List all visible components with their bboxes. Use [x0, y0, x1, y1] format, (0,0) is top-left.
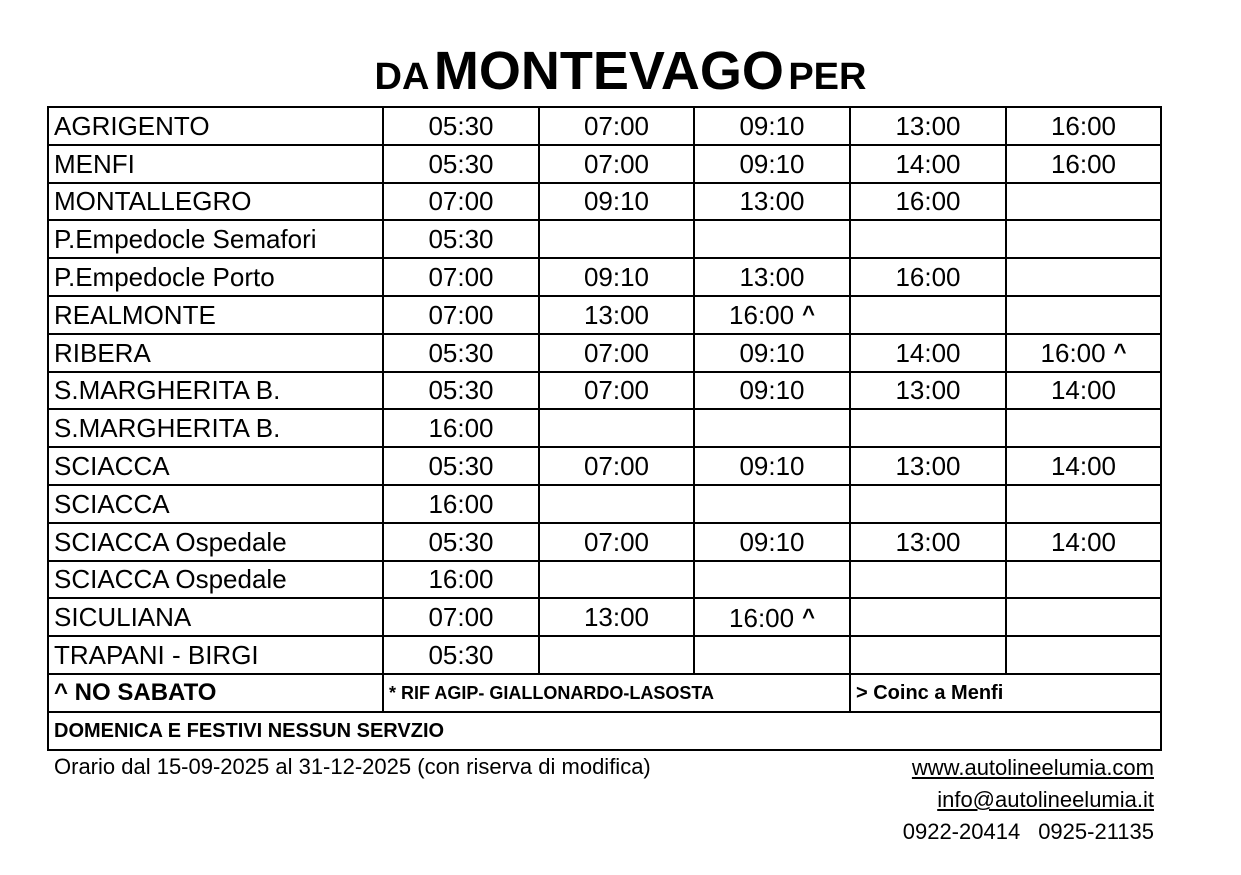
time-cell: [1006, 485, 1161, 523]
note-no-sabato: ^ NO SABATO: [48, 674, 383, 712]
time-cell: [694, 372, 850, 410]
destination-cell: SCIACCA Ospedale: [48, 561, 383, 599]
time-cell: [694, 258, 850, 296]
time-cell: [539, 409, 694, 447]
time-value: 09:10: [739, 526, 805, 557]
time-cell: [694, 447, 850, 485]
time-value: 14:00: [1050, 526, 1117, 557]
time-cell: [1006, 447, 1161, 485]
time-value: 09:10: [739, 451, 805, 482]
time-cell: [539, 145, 694, 183]
table-row: [48, 296, 1161, 334]
phone-2: 0925-21135: [1038, 819, 1154, 844]
validity-text: Orario dal 15-09-2025 al 31-12-2025 (con riserva di modifica): [54, 754, 651, 779]
destination-cell: SCIACCA: [48, 485, 383, 523]
time-value: 05:30: [428, 640, 494, 671]
domenica-row: [48, 712, 1161, 750]
time-value: 13:00: [895, 375, 961, 406]
time-cell: [1006, 258, 1161, 296]
time-cell: [850, 220, 1006, 258]
time-value: 07:00: [428, 262, 494, 293]
time-value: 16:00: [895, 186, 961, 217]
time-cell: [383, 145, 539, 183]
destination-cell: AGRIGENTO: [48, 107, 383, 145]
time-cell: [383, 183, 539, 221]
time-cell: [850, 636, 1006, 674]
time-cell: [850, 409, 1006, 447]
time-value: 09:10: [739, 375, 805, 406]
title-city: MONTEVAGO: [433, 41, 784, 101]
table-row: [48, 523, 1161, 561]
time-cell: [383, 296, 539, 334]
time-cell: [694, 334, 850, 372]
time-cell: [850, 334, 1006, 372]
time-value: 05:30: [428, 451, 494, 482]
time-cell: [383, 334, 539, 372]
table-row: [48, 485, 1161, 523]
time-value: 05:30: [428, 526, 494, 557]
time-value: 09:10: [739, 110, 805, 141]
destination-cell: RIBERA: [48, 334, 383, 372]
table-row: [48, 258, 1161, 296]
time-value: 16:00: [1040, 338, 1106, 369]
time-value: 16:00: [895, 262, 961, 293]
no-saturday-mark: ^: [1113, 339, 1127, 365]
time-cell: [850, 107, 1006, 145]
time-cell: [694, 409, 850, 447]
time-value: 16:00: [729, 602, 795, 633]
time-value: 13:00: [895, 110, 961, 141]
table-row: [48, 636, 1161, 674]
time-cell: [539, 561, 694, 599]
time-cell: [539, 183, 694, 221]
table-row: [48, 598, 1161, 636]
time-cell: [383, 447, 539, 485]
website-link[interactable]: www.autolineelumia.com: [911, 755, 1154, 780]
time-cell: [539, 372, 694, 410]
table-row: [48, 334, 1161, 372]
note-rif: * RIF AGIP- GIALLONARDO-LASOSTA: [383, 674, 850, 712]
time-cell: [694, 598, 850, 636]
time-cell: [850, 183, 1006, 221]
time-cell: [694, 523, 850, 561]
time-cell: [539, 296, 694, 334]
time-value: 07:00: [583, 375, 650, 406]
time-value: 07:00: [583, 148, 650, 179]
time-value: 14:00: [895, 148, 961, 179]
time-value: 07:00: [583, 337, 650, 368]
time-value: 09:10: [583, 186, 650, 217]
time-cell: [1006, 598, 1161, 636]
time-cell: [850, 598, 1006, 636]
time-cell: [1006, 296, 1161, 334]
time-value: 09:10: [583, 262, 650, 293]
no-saturday-mark: ^: [802, 301, 815, 327]
time-value: 05:30: [428, 224, 494, 255]
time-value: 16:00: [1050, 110, 1117, 141]
time-value: 05:30: [428, 110, 494, 141]
time-cell: [383, 258, 539, 296]
time-cell: [1006, 372, 1161, 410]
time-value: 16:00: [428, 564, 494, 595]
destination-cell: P.Empedocle Semafori: [48, 220, 383, 258]
time-value: 14:00: [895, 337, 961, 368]
time-cell: [383, 372, 539, 410]
destination-cell: TRAPANI - BIRGI: [48, 636, 383, 674]
time-cell: [694, 183, 850, 221]
time-cell: [539, 258, 694, 296]
time-value: 13:00: [895, 526, 961, 557]
time-cell: [1006, 636, 1161, 674]
destination-cell: REALMONTE: [48, 296, 383, 334]
time-cell: [1006, 107, 1161, 145]
note-domenica: DOMENICA E FESTIVI NESSUN SERVZIO: [48, 712, 1161, 750]
schedule-table: [47, 106, 1162, 751]
time-value: 16:00: [1050, 148, 1117, 179]
table-row: [48, 220, 1161, 258]
time-cell: [539, 447, 694, 485]
time-cell: [1006, 220, 1161, 258]
time-cell: [383, 561, 539, 599]
time-value: 13:00: [739, 262, 805, 293]
time-cell: [383, 107, 539, 145]
time-cell: [539, 636, 694, 674]
time-cell: [694, 296, 850, 334]
time-cell: [539, 523, 694, 561]
table-row: [48, 145, 1161, 183]
title-prefix: DA: [374, 56, 430, 98]
note-coinc: > Coinc a Menfi: [850, 674, 1161, 712]
time-cell: [539, 107, 694, 145]
time-cell: [850, 296, 1006, 334]
time-cell: [539, 598, 694, 636]
table-row: [48, 183, 1161, 221]
time-cell: [539, 334, 694, 372]
time-value: 07:00: [428, 602, 494, 633]
time-value: 07:00: [583, 110, 650, 141]
time-value: 07:00: [428, 299, 494, 330]
time-cell: [850, 447, 1006, 485]
time-cell: [694, 636, 850, 674]
time-value: 13:00: [583, 299, 650, 330]
time-value: 07:00: [583, 451, 650, 482]
time-cell: [383, 636, 539, 674]
time-cell: [539, 220, 694, 258]
no-saturday-mark: ^: [802, 603, 815, 629]
time-value: 16:00: [428, 488, 494, 519]
time-value: 05:30: [428, 148, 494, 179]
time-cell: [1006, 409, 1161, 447]
time-cell: [694, 145, 850, 183]
time-cell: [539, 485, 694, 523]
time-cell: [383, 485, 539, 523]
time-value: 09:10: [739, 337, 805, 368]
notes-row: [48, 674, 1161, 712]
time-cell: [1006, 145, 1161, 183]
time-cell: [383, 523, 539, 561]
time-value: 16:00: [729, 300, 795, 331]
time-cell: [383, 220, 539, 258]
time-value: 14:00: [1050, 451, 1117, 482]
time-cell: [383, 409, 539, 447]
time-cell: [383, 598, 539, 636]
destination-cell: P.Empedocle Porto: [48, 258, 383, 296]
destination-cell: MONTALLEGRO: [48, 183, 383, 221]
table-row: [48, 447, 1161, 485]
time-cell: [694, 107, 850, 145]
time-cell: [694, 485, 850, 523]
time-value: 13:00: [739, 186, 805, 217]
email-link[interactable]: info@autolineelumia.it: [937, 787, 1154, 812]
time-cell: [850, 372, 1006, 410]
destination-cell: SCIACCA Ospedale: [48, 523, 383, 561]
destination-cell: MENFI: [48, 145, 383, 183]
table-row: [48, 409, 1161, 447]
time-cell: [1006, 183, 1161, 221]
contacts: [903, 754, 1154, 850]
time-cell: [1006, 561, 1161, 599]
time-value: 09:10: [739, 148, 805, 179]
time-cell: [1006, 523, 1161, 561]
time-value: 05:30: [428, 337, 494, 368]
time-value: 13:00: [895, 451, 961, 482]
time-cell: [850, 145, 1006, 183]
time-value: 14:00: [1050, 375, 1117, 406]
time-cell: [694, 220, 850, 258]
time-value: 05:30: [428, 375, 494, 406]
time-cell: [850, 258, 1006, 296]
phone-1: 0922-20414: [902, 819, 1021, 844]
destination-cell: S.MARGHERITA B.: [48, 409, 383, 447]
time-cell: [850, 485, 1006, 523]
time-value: 16:00: [428, 413, 494, 444]
time-cell: [850, 561, 1006, 599]
time-value: 07:00: [583, 526, 650, 557]
time-cell: [850, 523, 1006, 561]
title-suffix: PER: [788, 56, 867, 98]
table-row: [48, 561, 1161, 599]
time-value: 07:00: [428, 186, 494, 217]
destination-cell: SCIACCA: [48, 447, 383, 485]
time-cell: [1006, 334, 1161, 372]
destination-cell: SICULIANA: [48, 598, 383, 636]
time-cell: [694, 561, 850, 599]
schedule-body: [48, 107, 1161, 674]
destination-cell: S.MARGHERITA B.: [48, 372, 383, 410]
time-value: 13:00: [583, 602, 650, 633]
table-row: [48, 372, 1161, 410]
table-row: [48, 107, 1161, 145]
